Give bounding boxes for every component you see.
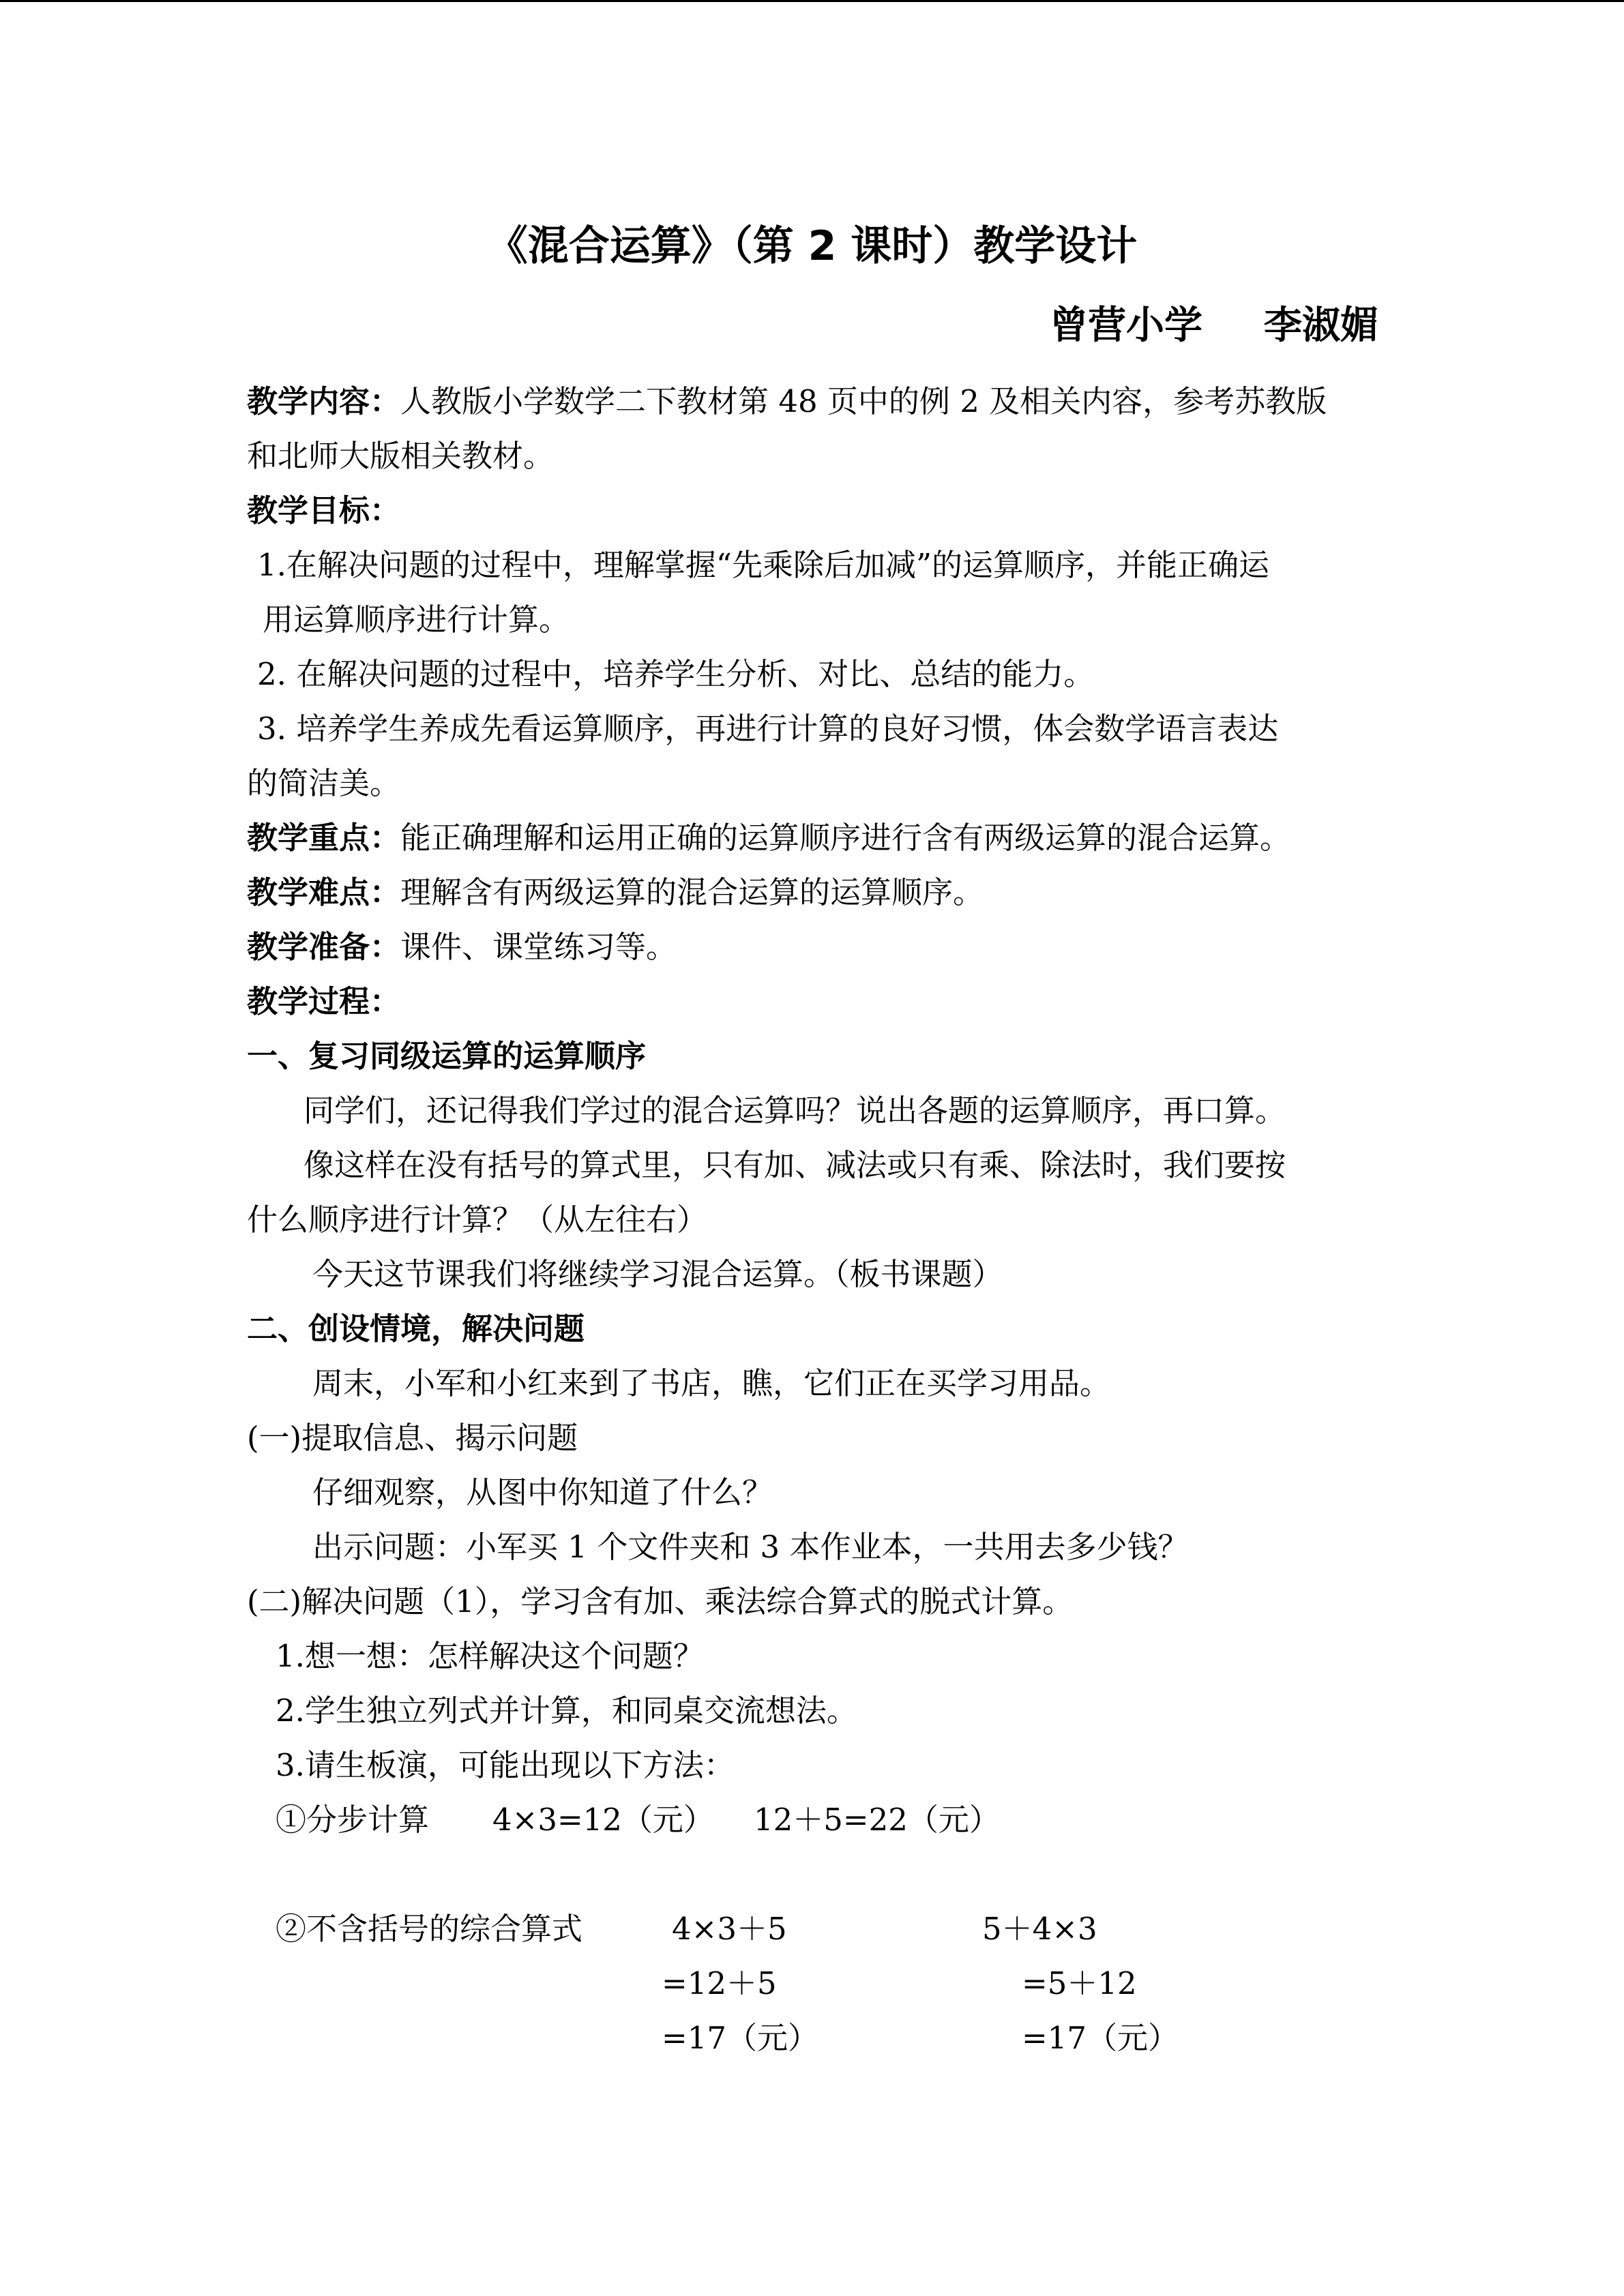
goal-1-line-2: 用运算顺序进行计算。	[263, 601, 570, 638]
section-1-paragraph-1: 同学们，还记得我们学过的混合运算吗？说出各题的运算顺序，再口算。	[304, 1092, 1286, 1129]
method-1-equation-1: 4×3=12（元）	[492, 1802, 714, 1838]
preparation	[247, 927, 677, 968]
school-name: 曾营小学	[1050, 303, 1202, 348]
content-label: 教学内容：	[247, 383, 401, 419]
method-2-a-line-3: =17（元）	[662, 2020, 818, 2056]
step-1: 1.想一想：怎样解决这个问题？	[276, 1638, 704, 1674]
method-2-a-line-1: 4×3＋5	[672, 1911, 787, 1947]
process-label: 教学过程：	[247, 983, 401, 1019]
section-1-heading: 一、复习同级运算的运算顺序	[247, 1038, 647, 1074]
method-1-equation-2: 12＋5=22（元）	[754, 1802, 1000, 1838]
goals-label: 教学目标：	[247, 492, 401, 528]
author-name: 李淑媚	[1264, 303, 1378, 348]
subsection-1-paragraph-1: 仔细观察，从图中你知道了什么？	[312, 1474, 773, 1510]
section-1-paragraph-2-line-2: 什么顺序进行计算？（从左往右）	[247, 1202, 708, 1238]
step-2: 2.学生独立列式并计算，和同桌交流想法。	[276, 1693, 857, 1729]
method-2-b-line-2: =5＋12	[1022, 1965, 1137, 2001]
author-line	[1050, 302, 1378, 350]
content-line-2: 和北师大版相关教材。	[247, 438, 555, 474]
content-line-1	[247, 381, 1327, 422]
difficulty-label: 教学难点：	[247, 874, 401, 910]
subsection-2-heading: (二)解决问题（1），学习含有加、乘法综合算式的脱式计算。	[247, 1583, 1074, 1620]
content-text: 人教版小学数学二下教材第 48 页中的例 2 及相关内容，参考苏教版	[400, 383, 1327, 419]
section-2-heading: 二、创设情境，解决问题	[247, 1311, 585, 1347]
subsection-1-heading: (一)提取信息、揭示问题	[247, 1420, 578, 1456]
goal-3-line-2: 的简洁美。	[247, 765, 401, 801]
section-2-paragraph-1: 周末，小军和小红来到了书店，瞧，它们正在买学习用品。	[312, 1365, 1111, 1401]
method-2-b-line-1: 5＋4×3	[982, 1911, 1097, 1947]
key-point	[247, 818, 1290, 859]
key-point-text: 能正确理解和运用正确的运算顺序进行含有两级运算的混合运算。	[400, 820, 1291, 856]
step-3: 3.请生板演，可能出现以下方法：	[276, 1747, 735, 1783]
difficulty-text: 理解含有两级运算的混合运算的运算顺序。	[400, 874, 984, 910]
method-1-label: ①分步计算	[276, 1802, 430, 1838]
key-point-label: 教学重点：	[247, 820, 401, 856]
method-2-b-line-3: =17（元）	[1022, 2020, 1179, 2056]
preparation-text: 课件、课堂练习等。	[400, 929, 677, 965]
section-1-paragraph-2-line-1: 像这样在没有括号的算式里，只有加、减法或只有乘、除法时，我们要按	[304, 1147, 1286, 1183]
method-2-a-line-2: =12＋5	[662, 1965, 777, 2001]
subsection-1-paragraph-2: 出示问题：小军买 1 个文件夹和 3 本作业本，一共用去多少钱？	[312, 1529, 1189, 1565]
preparation-label: 教学准备：	[247, 929, 401, 965]
goal-1-line-1: 1.在解决问题的过程中，理解掌握“先乘除后加减”的运算顺序，并能正确运	[257, 547, 1269, 583]
goal-3-line-1: 3. 培养学生养成先看运算顺序，再进行计算的良好习惯，体会数学语言表达	[257, 711, 1279, 747]
page-title: 《混合运算》（第 2 课时）教学设计	[486, 222, 1138, 270]
goal-2: 2. 在解决问题的过程中，培养学生分析、对比、总结的能力。	[257, 656, 1095, 692]
method-2-label: ②不含括号的综合算式	[276, 1911, 583, 1947]
section-1-paragraph-3: 今天这节课我们将继续学习混合运算。（板书课题）	[312, 1256, 1003, 1292]
difficulty	[247, 872, 984, 913]
